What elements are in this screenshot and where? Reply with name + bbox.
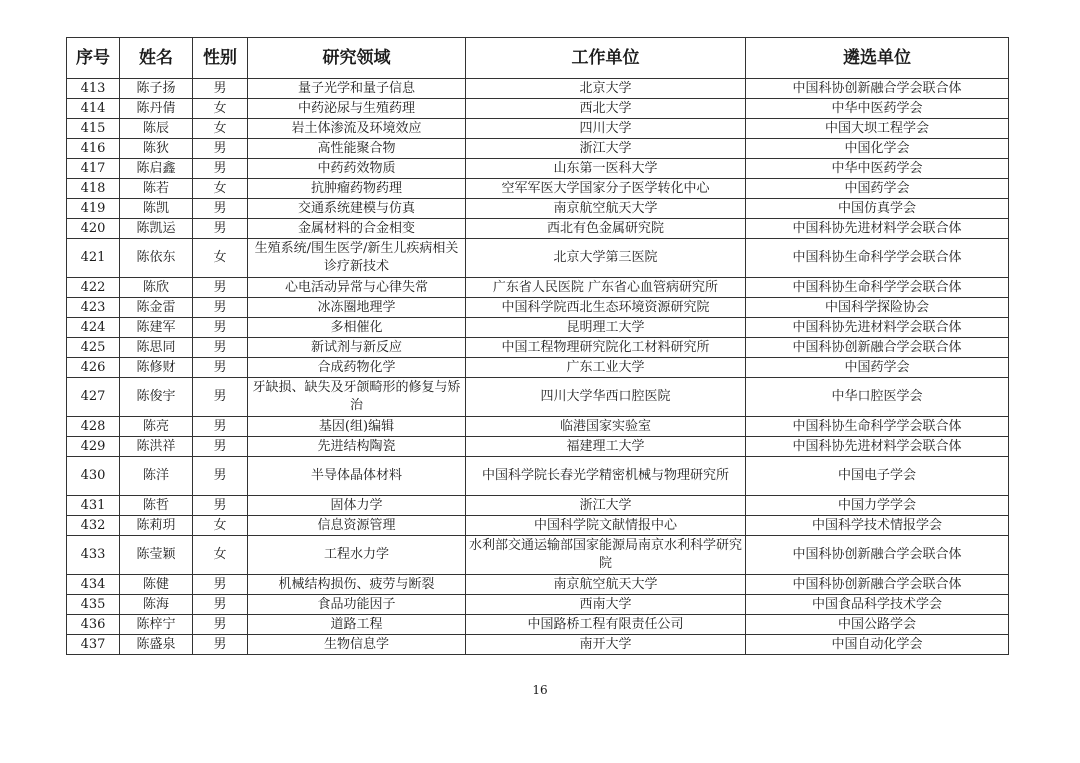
cell-no: 437 — [67, 635, 120, 655]
table-row — [67, 318, 1009, 338]
cell-field: 半导体晶体材料 — [248, 457, 466, 496]
cell-nominator: 中国电子学会 — [746, 457, 1009, 496]
page-number: 16 — [532, 683, 548, 697]
table-row — [67, 437, 1009, 457]
cell-no: 426 — [67, 358, 120, 378]
table-row — [67, 278, 1009, 298]
cell-nominator: 中国科学探险协会 — [746, 298, 1009, 318]
cell-employer: 四川大学 — [466, 119, 746, 139]
cell-field: 先进结构陶瓷 — [248, 437, 466, 457]
cell-gender: 男 — [193, 615, 248, 635]
cell-gender: 女 — [193, 119, 248, 139]
cell-employer: 中国科学院长春光学精密机械与物理研究所 — [466, 457, 746, 496]
cell-no: 420 — [67, 219, 120, 239]
cell-no: 418 — [67, 179, 120, 199]
cell-field: 机械结构损伤、疲劳与断裂 — [248, 575, 466, 595]
cell-gender: 女 — [193, 179, 248, 199]
table-row — [67, 358, 1009, 378]
cell-no: 429 — [67, 437, 120, 457]
cell-employer: 广东省人民医院 广东省心血管病研究所 — [466, 278, 746, 298]
cell-name: 陈子扬 — [120, 79, 193, 99]
cell-no: 425 — [67, 338, 120, 358]
cell-field: 岩土体渗流及环境效应 — [248, 119, 466, 139]
cell-field: 抗肿瘤药物药理 — [248, 179, 466, 199]
cell-name: 陈莉玥 — [120, 516, 193, 536]
header-name: 姓名 — [120, 38, 193, 79]
cell-nominator: 中国化学会 — [746, 139, 1009, 159]
table-row — [67, 496, 1009, 516]
cell-employer: 水利部交通运输部国家能源局南京水利科学研究院 — [466, 536, 746, 575]
cell-gender: 男 — [193, 199, 248, 219]
cell-nominator: 中国科协生命科学学会联合体 — [746, 417, 1009, 437]
cell-gender: 男 — [193, 635, 248, 655]
header-gender: 性别 — [193, 38, 248, 79]
cell-gender: 男 — [193, 139, 248, 159]
cell-gender: 女 — [193, 516, 248, 536]
cell-field: 冰冻圈地理学 — [248, 298, 466, 318]
cell-no: 434 — [67, 575, 120, 595]
cell-field: 心电活动异常与心律失常 — [248, 278, 466, 298]
cell-name: 陈启鑫 — [120, 159, 193, 179]
table-row — [67, 219, 1009, 239]
cell-gender: 男 — [193, 159, 248, 179]
cell-employer: 山东第一医科大学 — [466, 159, 746, 179]
cell-no: 431 — [67, 496, 120, 516]
cell-employer: 中国路桥工程有限责任公司 — [466, 615, 746, 635]
cell-no: 413 — [67, 79, 120, 99]
table-row — [67, 139, 1009, 159]
cell-nominator: 中国科协先进材料学会联合体 — [746, 437, 1009, 457]
cell-nominator: 中国公路学会 — [746, 615, 1009, 635]
cell-name: 陈欣 — [120, 278, 193, 298]
cell-nominator: 中国科协先进材料学会联合体 — [746, 318, 1009, 338]
table-row — [67, 298, 1009, 318]
cell-field: 金属材料的合金相变 — [248, 219, 466, 239]
cell-nominator: 中华口腔医学会 — [746, 378, 1009, 417]
cell-gender: 女 — [193, 99, 248, 119]
cell-field: 牙缺损、缺失及牙颌畸形的修复与矫治 — [248, 378, 466, 417]
cell-field: 食品功能因子 — [248, 595, 466, 615]
cell-name: 陈依东 — [120, 239, 193, 278]
cell-no: 436 — [67, 615, 120, 635]
cell-employer: 浙江大学 — [466, 139, 746, 159]
cell-gender: 男 — [193, 496, 248, 516]
table-row — [67, 378, 1009, 417]
cell-nominator: 中华中医药学会 — [746, 99, 1009, 119]
cell-name: 陈凯 — [120, 199, 193, 219]
roster-table — [66, 37, 1009, 655]
cell-name: 陈思同 — [120, 338, 193, 358]
cell-field: 工程水力学 — [248, 536, 466, 575]
cell-employer: 四川大学华西口腔医院 — [466, 378, 746, 417]
cell-gender: 男 — [193, 457, 248, 496]
cell-field: 中药药效物质 — [248, 159, 466, 179]
cell-field: 新试剂与新反应 — [248, 338, 466, 358]
header-no: 序号 — [67, 38, 120, 79]
cell-no: 417 — [67, 159, 120, 179]
cell-field: 道路工程 — [248, 615, 466, 635]
cell-name: 陈洪祥 — [120, 437, 193, 457]
cell-gender: 男 — [193, 595, 248, 615]
cell-field: 合成药物化学 — [248, 358, 466, 378]
table-row — [67, 635, 1009, 655]
cell-gender: 男 — [193, 575, 248, 595]
cell-gender: 男 — [193, 417, 248, 437]
cell-nominator: 中国科协生命科学学会联合体 — [746, 278, 1009, 298]
cell-nominator: 中国科协先进材料学会联合体 — [746, 219, 1009, 239]
cell-employer: 浙江大学 — [466, 496, 746, 516]
cell-field: 固体力学 — [248, 496, 466, 516]
cell-gender: 男 — [193, 318, 248, 338]
table-header-row — [67, 38, 1009, 79]
cell-no: 424 — [67, 318, 120, 338]
cell-nominator: 中国药学会 — [746, 179, 1009, 199]
table-row — [67, 575, 1009, 595]
cell-employer: 西北大学 — [466, 99, 746, 119]
cell-name: 陈狄 — [120, 139, 193, 159]
cell-field: 高性能聚合物 — [248, 139, 466, 159]
cell-name: 陈莹颖 — [120, 536, 193, 575]
cell-no: 419 — [67, 199, 120, 219]
cell-nominator: 中国食品科学技术学会 — [746, 595, 1009, 615]
cell-no: 430 — [67, 457, 120, 496]
cell-name: 陈建军 — [120, 318, 193, 338]
cell-name: 陈梓宁 — [120, 615, 193, 635]
cell-field: 交通系统建模与仿真 — [248, 199, 466, 219]
cell-employer: 北京大学 — [466, 79, 746, 99]
cell-gender: 男 — [193, 79, 248, 99]
cell-employer: 西南大学 — [466, 595, 746, 615]
cell-no: 428 — [67, 417, 120, 437]
table-row — [67, 615, 1009, 635]
cell-nominator: 中国大坝工程学会 — [746, 119, 1009, 139]
cell-employer: 北京大学第三医院 — [466, 239, 746, 278]
cell-name: 陈金雷 — [120, 298, 193, 318]
cell-field: 量子光学和量子信息 — [248, 79, 466, 99]
header-employer: 工作单位 — [466, 38, 746, 79]
cell-employer: 广东工业大学 — [466, 358, 746, 378]
cell-name: 陈若 — [120, 179, 193, 199]
table-body — [67, 79, 1009, 655]
cell-field: 信息资源管理 — [248, 516, 466, 536]
cell-field: 多相催化 — [248, 318, 466, 338]
cell-name: 陈俊宇 — [120, 378, 193, 417]
table-row — [67, 239, 1009, 278]
cell-nominator: 中华中医药学会 — [746, 159, 1009, 179]
table-row — [67, 159, 1009, 179]
cell-employer: 南京航空航天大学 — [466, 575, 746, 595]
cell-name: 陈盛泉 — [120, 635, 193, 655]
cell-nominator: 中国仿真学会 — [746, 199, 1009, 219]
cell-gender: 男 — [193, 338, 248, 358]
cell-name: 陈辰 — [120, 119, 193, 139]
cell-nominator: 中国力学学会 — [746, 496, 1009, 516]
cell-employer: 中国科学院文献情报中心 — [466, 516, 746, 536]
cell-no: 421 — [67, 239, 120, 278]
cell-no: 423 — [67, 298, 120, 318]
cell-employer: 临港国家实验室 — [466, 417, 746, 437]
cell-employer: 中国科学院西北生态环境资源研究院 — [466, 298, 746, 318]
cell-gender: 男 — [193, 358, 248, 378]
cell-gender: 女 — [193, 239, 248, 278]
cell-nominator: 中国自动化学会 — [746, 635, 1009, 655]
cell-nominator: 中国科协创新融合学会联合体 — [746, 575, 1009, 595]
cell-no: 433 — [67, 536, 120, 575]
table-row — [67, 417, 1009, 437]
table-row — [67, 99, 1009, 119]
header-nominator: 遴选单位 — [746, 38, 1009, 79]
cell-field: 基因(组)编辑 — [248, 417, 466, 437]
cell-name: 陈海 — [120, 595, 193, 615]
table-row — [67, 179, 1009, 199]
cell-nominator: 中国科协生命科学学会联合体 — [746, 239, 1009, 278]
cell-gender: 男 — [193, 278, 248, 298]
table-row — [67, 536, 1009, 575]
cell-name: 陈洋 — [120, 457, 193, 496]
cell-name: 陈凯运 — [120, 219, 193, 239]
cell-no: 435 — [67, 595, 120, 615]
cell-nominator: 中国药学会 — [746, 358, 1009, 378]
table-row — [67, 338, 1009, 358]
cell-name: 陈健 — [120, 575, 193, 595]
cell-gender: 男 — [193, 378, 248, 417]
cell-field: 生殖系统/围生医学/新生儿疾病相关诊疗新技术 — [248, 239, 466, 278]
cell-name: 陈修财 — [120, 358, 193, 378]
cell-employer: 西北有色金属研究院 — [466, 219, 746, 239]
table-row — [67, 79, 1009, 99]
cell-nominator: 中国科学技术情报学会 — [746, 516, 1009, 536]
cell-nominator: 中国科协创新融合学会联合体 — [746, 79, 1009, 99]
cell-no: 422 — [67, 278, 120, 298]
cell-field: 生物信息学 — [248, 635, 466, 655]
cell-nominator: 中国科协创新融合学会联合体 — [746, 338, 1009, 358]
cell-gender: 男 — [193, 298, 248, 318]
cell-employer: 福建理工大学 — [466, 437, 746, 457]
table-row — [67, 457, 1009, 496]
cell-employer: 南京航空航天大学 — [466, 199, 746, 219]
cell-no: 432 — [67, 516, 120, 536]
cell-employer: 空军军医大学国家分子医学转化中心 — [466, 179, 746, 199]
cell-field: 中药泌尿与生殖药理 — [248, 99, 466, 119]
cell-no: 414 — [67, 99, 120, 119]
header-field: 研究领域 — [248, 38, 466, 79]
cell-name: 陈亮 — [120, 417, 193, 437]
cell-employer: 中国工程物理研究院化工材料研究所 — [466, 338, 746, 358]
cell-employer: 昆明理工大学 — [466, 318, 746, 338]
cell-nominator: 中国科协创新融合学会联合体 — [746, 536, 1009, 575]
cell-employer: 南开大学 — [466, 635, 746, 655]
cell-no: 415 — [67, 119, 120, 139]
cell-no: 427 — [67, 378, 120, 417]
cell-name: 陈哲 — [120, 496, 193, 516]
cell-gender: 男 — [193, 437, 248, 457]
table-row — [67, 516, 1009, 536]
cell-gender: 男 — [193, 219, 248, 239]
table-row — [67, 595, 1009, 615]
table-row — [67, 119, 1009, 139]
cell-name: 陈丹倩 — [120, 99, 193, 119]
cell-no: 416 — [67, 139, 120, 159]
table-row — [67, 199, 1009, 219]
cell-gender: 女 — [193, 536, 248, 575]
